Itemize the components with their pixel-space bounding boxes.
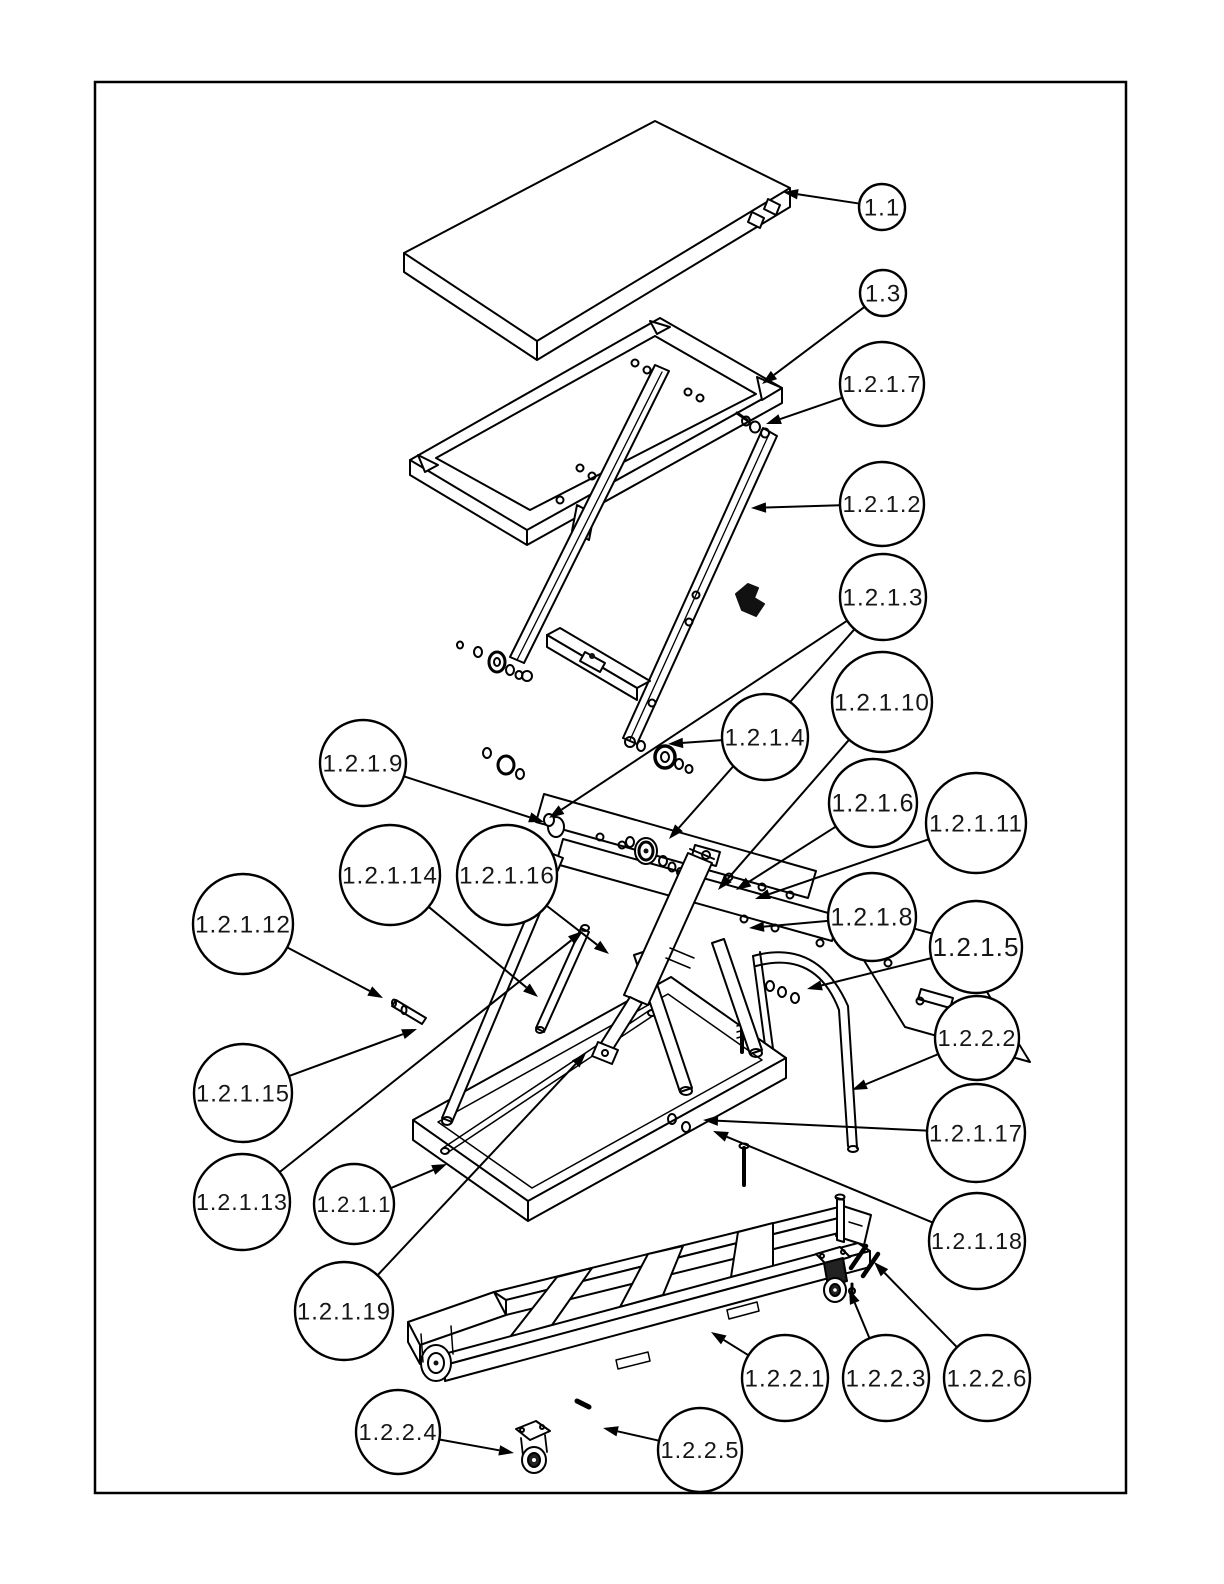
balloon-label: 1.2.1.8 <box>830 904 914 932</box>
leader-arrowhead <box>594 941 609 954</box>
leader-line <box>866 1054 938 1084</box>
leader-arrowhead <box>713 1131 729 1142</box>
leader-line <box>855 1303 870 1338</box>
part-cross-channel <box>547 628 650 700</box>
callout-1.2.2.4 <box>356 1390 514 1474</box>
leader-arrowhead <box>401 1029 417 1039</box>
balloon-label: 1.2.1.9 <box>322 750 404 778</box>
leader-arrowhead <box>711 1332 726 1344</box>
leader-arrowhead <box>431 1164 447 1175</box>
leader-line <box>562 621 848 810</box>
part-small-pin <box>392 1000 426 1025</box>
balloon-label: 1.2.1.12 <box>195 911 291 939</box>
leader-arrowhead <box>703 1116 718 1126</box>
leader-line <box>618 1431 659 1440</box>
part-bottom-pin <box>577 1401 589 1407</box>
balloon-label: 1.2.1.5 <box>932 932 1020 963</box>
part-pivot-rod <box>536 925 589 1033</box>
part-middle-tray <box>413 977 786 1221</box>
leader-line <box>766 505 840 507</box>
balloon-label: 1.2.1.6 <box>831 790 915 818</box>
washer-stack-left <box>483 748 524 779</box>
balloon-label: 1.3 <box>864 280 902 308</box>
leader-arrowhead <box>807 980 823 990</box>
leader-arrowhead <box>749 921 764 931</box>
leader-line <box>724 1340 749 1355</box>
part-tabletop <box>404 121 790 360</box>
callout-1.2.1.4 <box>668 694 808 780</box>
leader-line <box>798 194 859 203</box>
balloon-label: 1.2.2.1 <box>744 1365 826 1393</box>
part-release-lever <box>736 584 764 616</box>
callout-1.2.2.1 <box>711 1332 828 1421</box>
washer-trio-right <box>766 981 799 1003</box>
leader-line <box>287 947 370 991</box>
callout-1.2.1.1 <box>314 1164 447 1244</box>
balloon-label: 1.2.2.2 <box>937 1025 1017 1052</box>
callout-1.2.1.17 <box>703 1084 1025 1182</box>
balloon-label: 1.2.1.19 <box>297 1298 391 1326</box>
balloon-label: 1.2.1.13 <box>196 1189 288 1216</box>
leader-line <box>683 740 722 743</box>
leader-arrowhead <box>498 1445 514 1455</box>
callout-1.2.1.7 <box>766 342 924 426</box>
leader-arrowhead <box>852 1079 868 1090</box>
balloon-label: 1.2.1.18 <box>931 1228 1023 1255</box>
leader-arrowhead <box>603 1426 619 1436</box>
balloon-label: 1.2.1.16 <box>459 862 555 890</box>
callout-1.2.1.15 <box>194 1029 417 1142</box>
balloon-label: 1.2.2.6 <box>946 1365 1028 1393</box>
balloon-label: 1.2.1.3 <box>842 584 924 612</box>
leader-line <box>439 1439 499 1450</box>
leader-line <box>289 1034 403 1076</box>
balloon-label: 1.2.1.1 <box>316 1191 392 1217</box>
balloon-label: 1.2.1.15 <box>196 1080 290 1108</box>
washer-stack-upper <box>637 741 693 773</box>
leader-arrowhead <box>766 414 782 424</box>
balloon-label: 1.2.1.17 <box>929 1120 1023 1148</box>
callout-1.2.1.2 <box>751 462 924 546</box>
leader-arrowhead <box>751 502 766 512</box>
callout-1.2.2.5 <box>603 1408 742 1492</box>
part-caster-rigid <box>516 1421 550 1473</box>
balloon-label: 1.2.1.11 <box>928 810 1024 838</box>
leader-line <box>780 398 842 419</box>
balloon-label: 1.2.2.5 <box>660 1437 740 1464</box>
balloon-label: 1.2.2.3 <box>845 1365 927 1393</box>
balloon-label: 1.2.1.7 <box>842 371 922 398</box>
leader-line <box>718 1121 927 1131</box>
balloon-label: 1.2.1.4 <box>724 724 806 752</box>
leader-line <box>391 1170 433 1188</box>
balloon-label: 1.2.2.4 <box>358 1419 438 1446</box>
leader-line <box>404 776 530 817</box>
balloon-label: 1.2.1.14 <box>342 862 438 890</box>
callout-1.2.2.3 <box>843 1289 929 1421</box>
callout-1.1 <box>783 184 905 230</box>
leader-arrowhead <box>367 986 383 998</box>
balloon-label: 1.1 <box>863 194 901 222</box>
balloon-label: 1.2.1.2 <box>842 491 922 518</box>
balloon-label: 1.2.1.10 <box>834 689 930 717</box>
